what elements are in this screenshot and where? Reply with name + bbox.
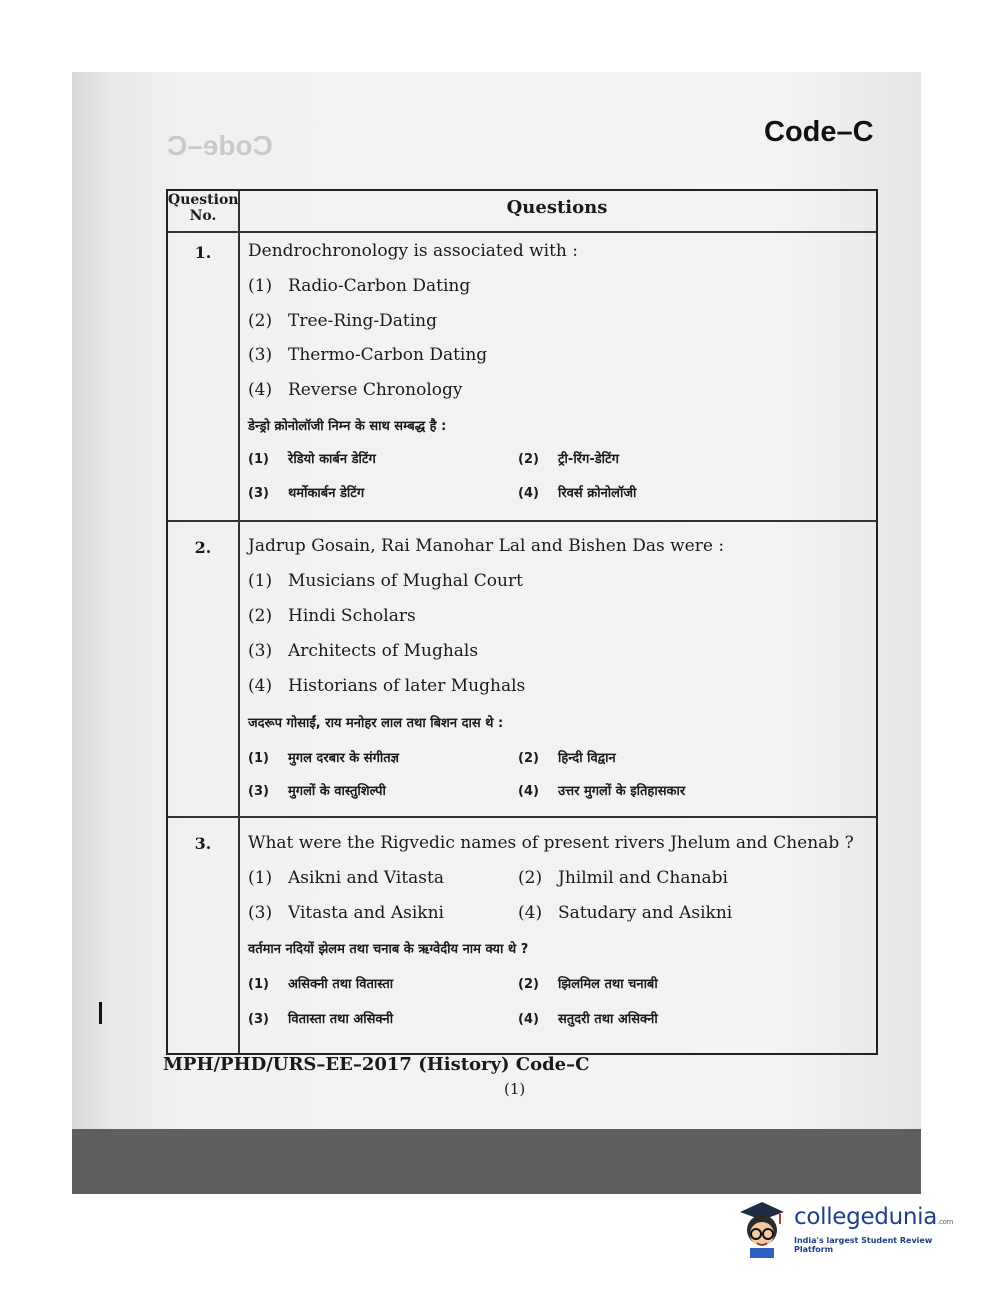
brand-tagline: India's largest Student Review Platform xyxy=(794,1236,933,1254)
option-number: (3) xyxy=(248,1012,269,1027)
column-divider xyxy=(238,191,240,1053)
option-hi xyxy=(518,483,636,501)
questions-header: Questions xyxy=(506,197,608,218)
option-hi xyxy=(518,781,685,799)
question-text-en: Dendrochronology is associated with : xyxy=(248,241,579,261)
option-text: Architects of Mughals xyxy=(288,641,479,661)
mascot-icon xyxy=(736,1198,792,1260)
option-number: (4) xyxy=(518,486,539,501)
option-text: मुगल दरबार के संगीतज्ञ xyxy=(288,751,400,766)
question-number: 3. xyxy=(194,834,212,853)
option-number: (4) xyxy=(248,380,273,400)
question-number: 1. xyxy=(194,243,212,262)
option-hi xyxy=(248,748,399,766)
option-hi xyxy=(518,1009,658,1027)
question-no-header: Question No. xyxy=(168,192,239,224)
option-number: (1) xyxy=(248,452,269,467)
option-number: (4) xyxy=(518,903,543,923)
option-text: उत्तर मुगलों के इतिहासकार xyxy=(558,784,686,799)
option-number: (2) xyxy=(518,977,539,992)
brand-suffix: .com xyxy=(937,1218,954,1226)
option-en xyxy=(248,676,525,696)
option-number: (2) xyxy=(518,868,543,888)
question-text-en: What were the Rigvedic names of present rivers Jhelum and Chenab ? xyxy=(248,833,854,853)
option-en xyxy=(248,380,463,400)
option-number: (1) xyxy=(248,751,269,766)
option-text: Radio-Carbon Dating xyxy=(288,276,471,296)
option-text: ट्री-रिंग-डेटिंग xyxy=(558,452,619,467)
option-text: Hindi Scholars xyxy=(288,606,416,626)
option-hi xyxy=(248,449,376,467)
option-hi xyxy=(248,1009,393,1027)
option-number: (1) xyxy=(248,571,273,591)
bleed-through-code-label: Code–C xyxy=(167,130,273,161)
question-number: 2. xyxy=(194,538,212,557)
option-number: (2) xyxy=(248,311,273,331)
option-text: झिलमिल तथा चनाबी xyxy=(558,977,658,992)
option-text: Satudary and Asikni xyxy=(558,903,733,923)
option-text: हिन्दी विद्वान xyxy=(558,751,616,766)
header-divider xyxy=(168,231,876,233)
option-text: Vitasta and Asikni xyxy=(288,903,444,923)
option-en xyxy=(248,641,478,661)
option-en xyxy=(248,606,416,626)
question-text-hi: जदरूप गोसाईं, राय मनोहर लाल तथा बिशन दास थे : xyxy=(248,716,504,731)
option-text: रिवर्स क्रोनोलॉजी xyxy=(558,486,637,501)
option-number: (3) xyxy=(248,903,273,923)
option-text: Thermo-Carbon Dating xyxy=(288,345,488,365)
option-text: Jhilmil and Chanabi xyxy=(558,868,728,888)
scan-dark-band xyxy=(72,1129,921,1194)
option-hi xyxy=(248,781,386,799)
option-number: (1) xyxy=(248,868,273,888)
page-number: (1) xyxy=(504,1080,526,1098)
option-hi xyxy=(248,974,393,992)
option-en xyxy=(248,571,523,591)
option-number: (3) xyxy=(248,486,269,501)
option-text: वितास्ता तथा असिक्नी xyxy=(288,1012,394,1027)
margin-mark xyxy=(99,1002,102,1024)
option-en xyxy=(248,311,437,331)
option-text: Tree-Ring-Dating xyxy=(288,311,438,331)
option-number: (4) xyxy=(518,784,539,799)
option-number: (3) xyxy=(248,345,273,365)
option-en xyxy=(248,903,444,923)
option-en xyxy=(248,868,444,888)
option-text: Musicians of Mughal Court xyxy=(288,571,523,591)
option-text: थर्मोकार्बन डेटिंग xyxy=(288,486,365,501)
question-text-hi: वर्तमान नदियों झेलम तथा चनाब के ऋग्वेदीय नाम क्या थे ? xyxy=(248,942,529,957)
option-number: (2) xyxy=(248,606,273,626)
option-number: (2) xyxy=(518,452,539,467)
option-text: Reverse Chronology xyxy=(288,380,463,400)
question-text-hi: डेन्ड्रो क्रोनोलॉजी निम्न के साथ सम्बद्ध है : xyxy=(248,419,447,434)
option-text: Historians of later Mughals xyxy=(288,676,526,696)
option-en xyxy=(518,868,728,888)
option-hi xyxy=(248,483,364,501)
option-number: (2) xyxy=(518,751,539,766)
option-text: रेडियो कार्बन डेटिंग xyxy=(288,452,376,467)
option-number: (3) xyxy=(248,641,273,661)
question-text-en: Jadrup Gosain, Rai Manohar Lal and Bishen Das were : xyxy=(248,536,725,556)
option-hi xyxy=(518,748,616,766)
option-text: असिक्नी तथा वितास्ता xyxy=(288,977,394,992)
collegedunia-logo xyxy=(736,1198,966,1260)
option-number: (4) xyxy=(518,1012,539,1027)
option-text: Asikni and Vitasta xyxy=(288,868,444,888)
brand-wordmark xyxy=(794,1204,953,1230)
row-divider xyxy=(168,520,876,522)
row-divider xyxy=(168,816,876,818)
question-table xyxy=(166,189,878,1055)
option-number: (4) xyxy=(248,676,273,696)
option-en xyxy=(248,276,470,296)
option-number: (3) xyxy=(248,784,269,799)
option-hi xyxy=(518,449,619,467)
option-number: (1) xyxy=(248,977,269,992)
option-en xyxy=(518,903,732,923)
option-hi xyxy=(518,974,658,992)
option-text: मुगलों के वास्तुशिल्पी xyxy=(288,784,386,799)
exam-code-footer: MPH/PHD/URS–EE–2017 (History) Code–C xyxy=(163,1054,590,1075)
brand-name: collegedunia xyxy=(794,1204,938,1230)
scanned-page xyxy=(72,72,921,1194)
paper-code-label: Code–C xyxy=(764,116,874,148)
option-number: (1) xyxy=(248,276,273,296)
option-text: सतुदरी तथा असिक्नी xyxy=(558,1012,658,1027)
option-en xyxy=(248,345,487,365)
